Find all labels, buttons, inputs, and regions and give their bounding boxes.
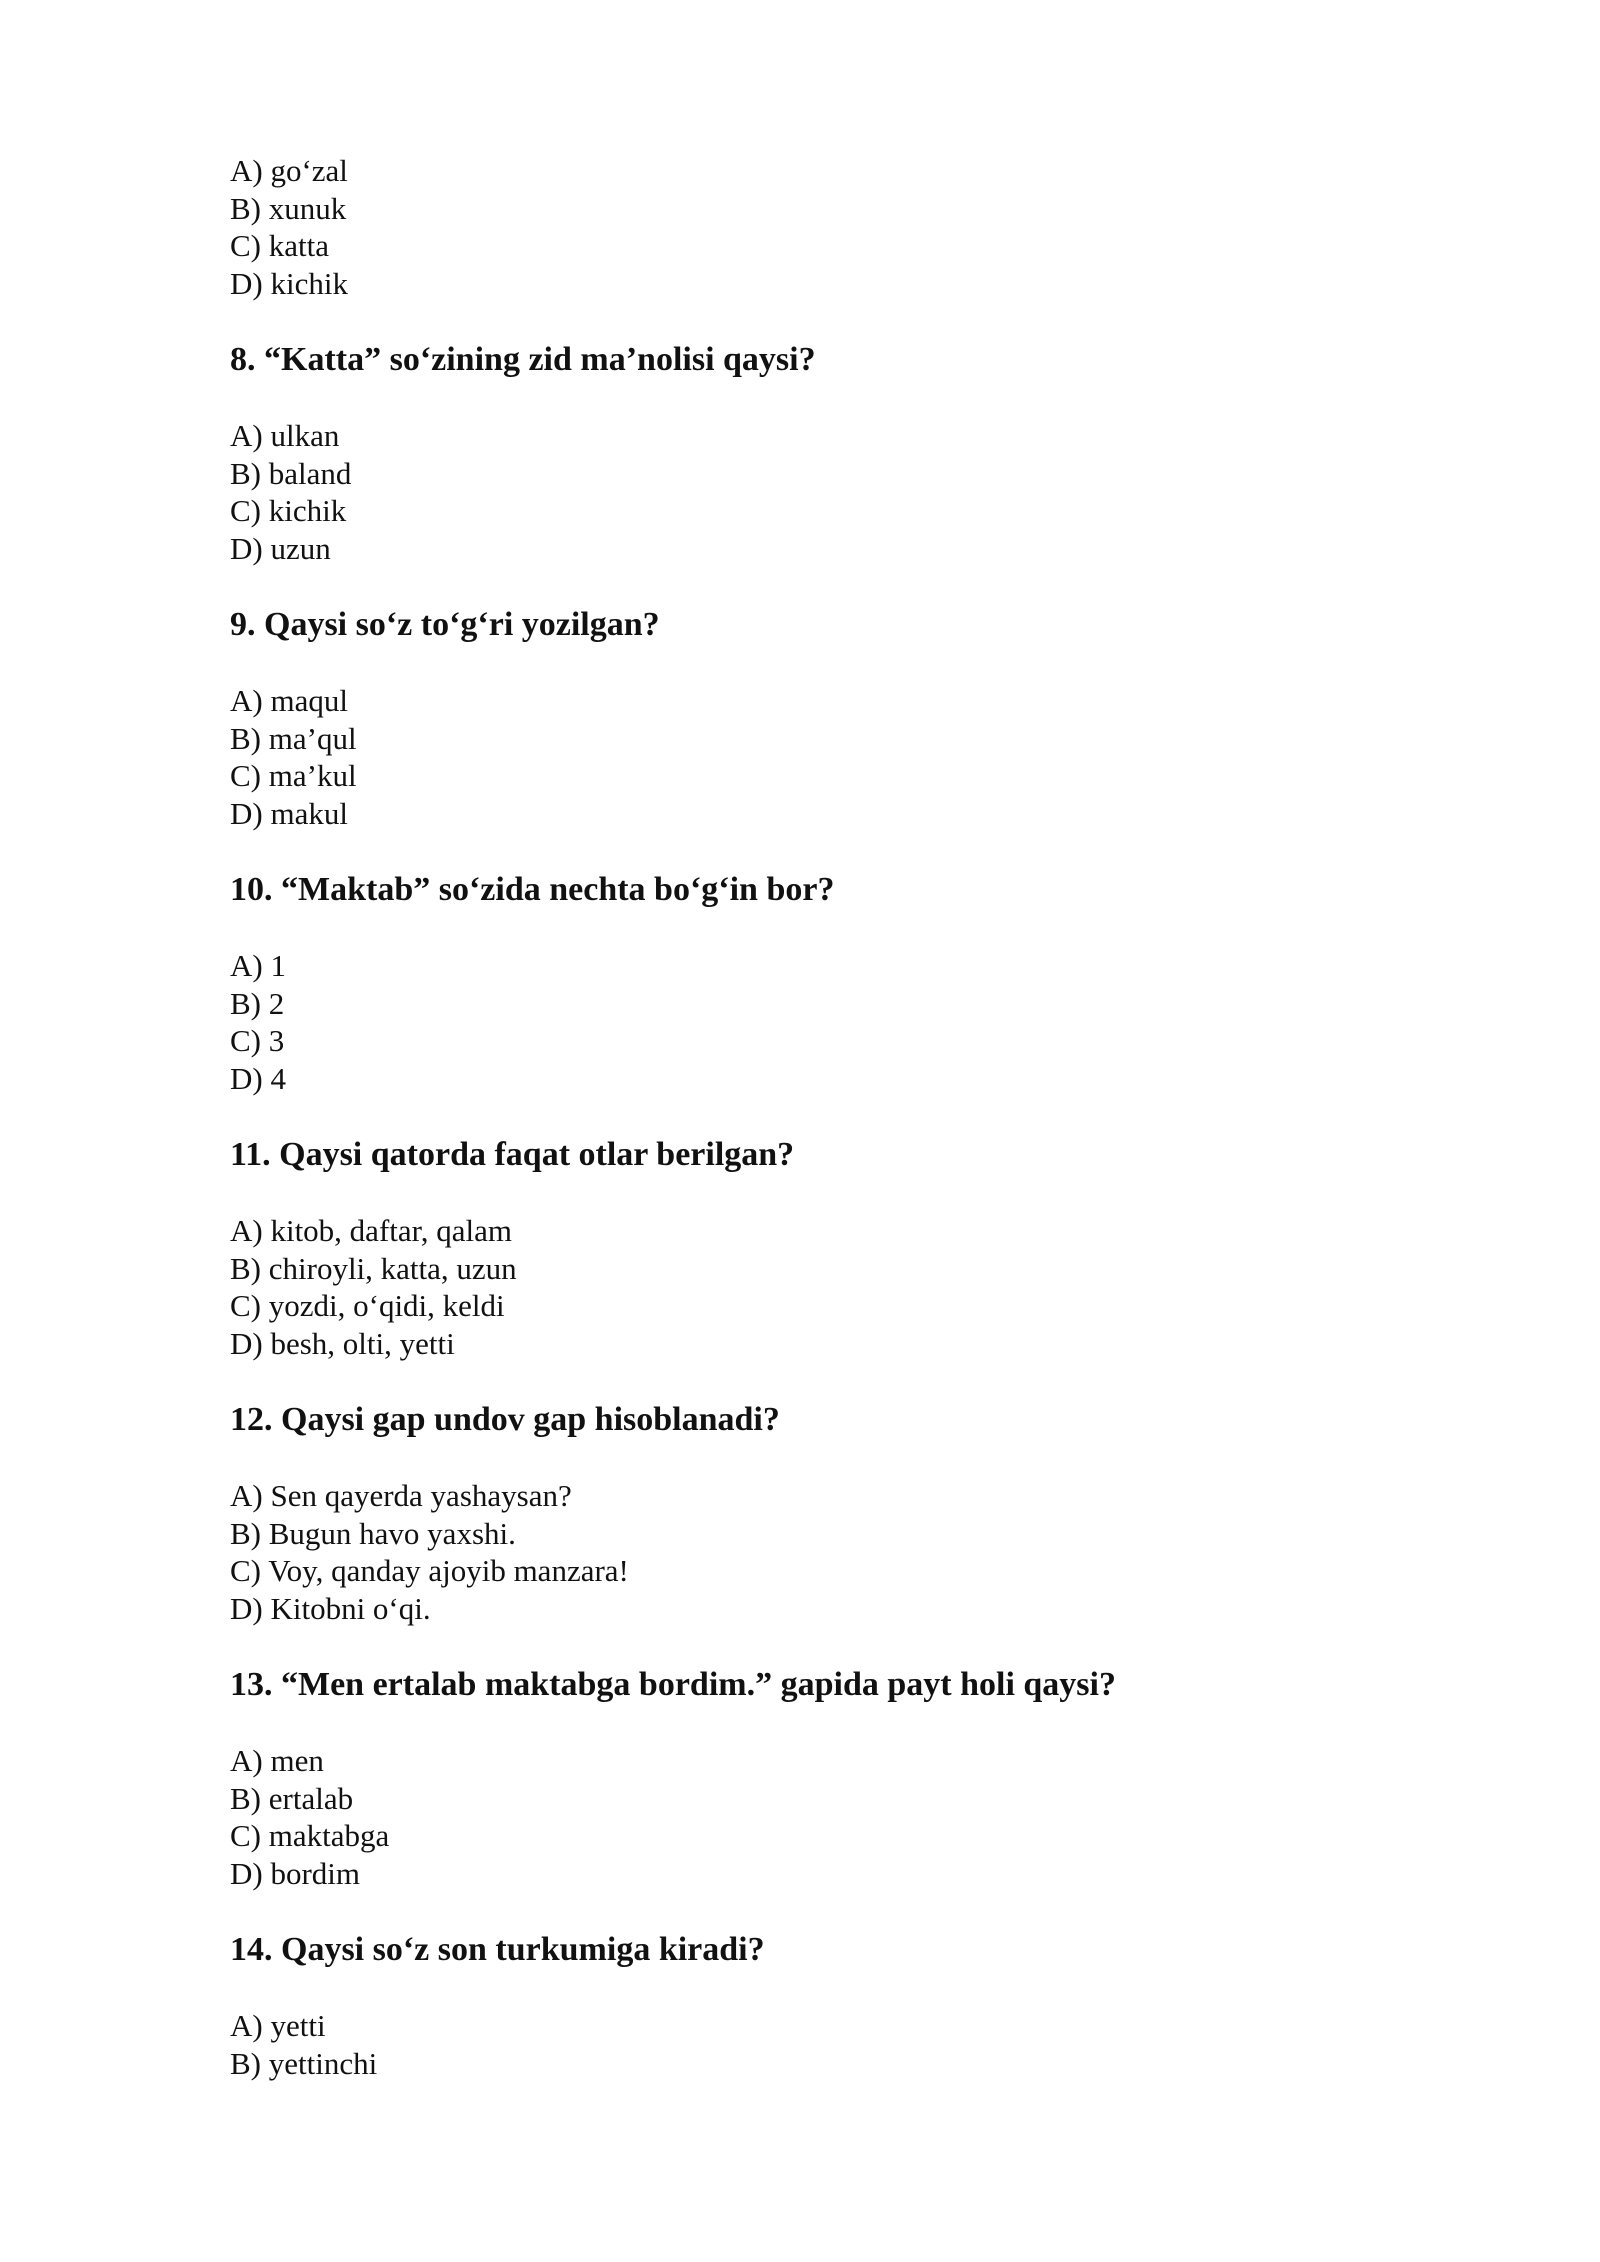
question-10: 10. “Maktab” so‘zida nechta bo‘g‘in bor? bbox=[230, 871, 835, 908]
option-a: A) ulkan bbox=[230, 418, 340, 453]
option-d: D) makul bbox=[230, 795, 348, 831]
options-list-q8 bbox=[230, 417, 1470, 567]
option-a: A) Sen qayerda yashaysan? bbox=[230, 1478, 572, 1513]
option-c: C) kichik bbox=[230, 493, 347, 528]
option-d: D) Kitobni o‘qi. bbox=[230, 1590, 431, 1626]
option-b: B) 2 bbox=[230, 985, 285, 1021]
option-c: C) yozdi, o‘qidi, keldi bbox=[230, 1288, 505, 1323]
option-b: B) Bugun havo yaxshi. bbox=[230, 1515, 516, 1551]
option-b: B) xunuk bbox=[230, 190, 347, 226]
option-b: B) baland bbox=[230, 455, 352, 491]
document-page bbox=[230, 152, 1470, 2082]
question-11: 11. Qaysi qatorda faqat otlar berilgan? bbox=[230, 1136, 795, 1173]
option-a: A) go‘zal bbox=[230, 153, 348, 188]
option-c: C) Voy, qanday ajoyib manzara! bbox=[230, 1553, 629, 1588]
option-b: B) yettinchi bbox=[230, 2045, 378, 2081]
option-c: C) katta bbox=[230, 228, 329, 263]
question-13: 13. “Men ertalab maktabga bordim.” gapida payt holi qaysi? bbox=[230, 1666, 1116, 1703]
option-d: D) 4 bbox=[230, 1060, 286, 1096]
options-list-q7 bbox=[230, 152, 1470, 302]
option-d: D) uzun bbox=[230, 530, 331, 566]
option-a: A) kitob, daftar, qalam bbox=[230, 1213, 512, 1248]
option-c: C) 3 bbox=[230, 1023, 285, 1058]
options-list-q9 bbox=[230, 682, 1470, 832]
question-9: 9. Qaysi so‘z to‘g‘ri yozilgan? bbox=[230, 606, 660, 643]
question-12: 12. Qaysi gap undov gap hisoblanadi? bbox=[230, 1401, 780, 1438]
option-d: D) kichik bbox=[230, 265, 348, 301]
option-b: B) ertalab bbox=[230, 1780, 354, 1816]
option-b: B) chiroyli, katta, uzun bbox=[230, 1250, 517, 1286]
option-b: B) ma’qul bbox=[230, 720, 357, 756]
question-14: 14. Qaysi so‘z son turkumiga kiradi? bbox=[230, 1931, 765, 1968]
option-d: D) bordim bbox=[230, 1855, 361, 1891]
option-a: A) yetti bbox=[230, 2008, 326, 2043]
options-list-q10 bbox=[230, 947, 1470, 1097]
option-c: C) ma’kul bbox=[230, 758, 357, 793]
question-8: 8. “Katta” so‘zining zid ma’nolisi qaysi? bbox=[230, 341, 816, 378]
option-a: A) men bbox=[230, 1743, 324, 1778]
options-list-q11 bbox=[230, 1212, 1470, 1362]
options-list-q14 bbox=[230, 2007, 1470, 2082]
option-d: D) besh, olti, yetti bbox=[230, 1325, 455, 1361]
option-a: A) 1 bbox=[230, 948, 286, 983]
options-list-q13 bbox=[230, 1742, 1470, 1892]
option-a: A) maqul bbox=[230, 683, 348, 718]
options-list-q12 bbox=[230, 1477, 1470, 1627]
option-c: C) maktabga bbox=[230, 1818, 390, 1853]
